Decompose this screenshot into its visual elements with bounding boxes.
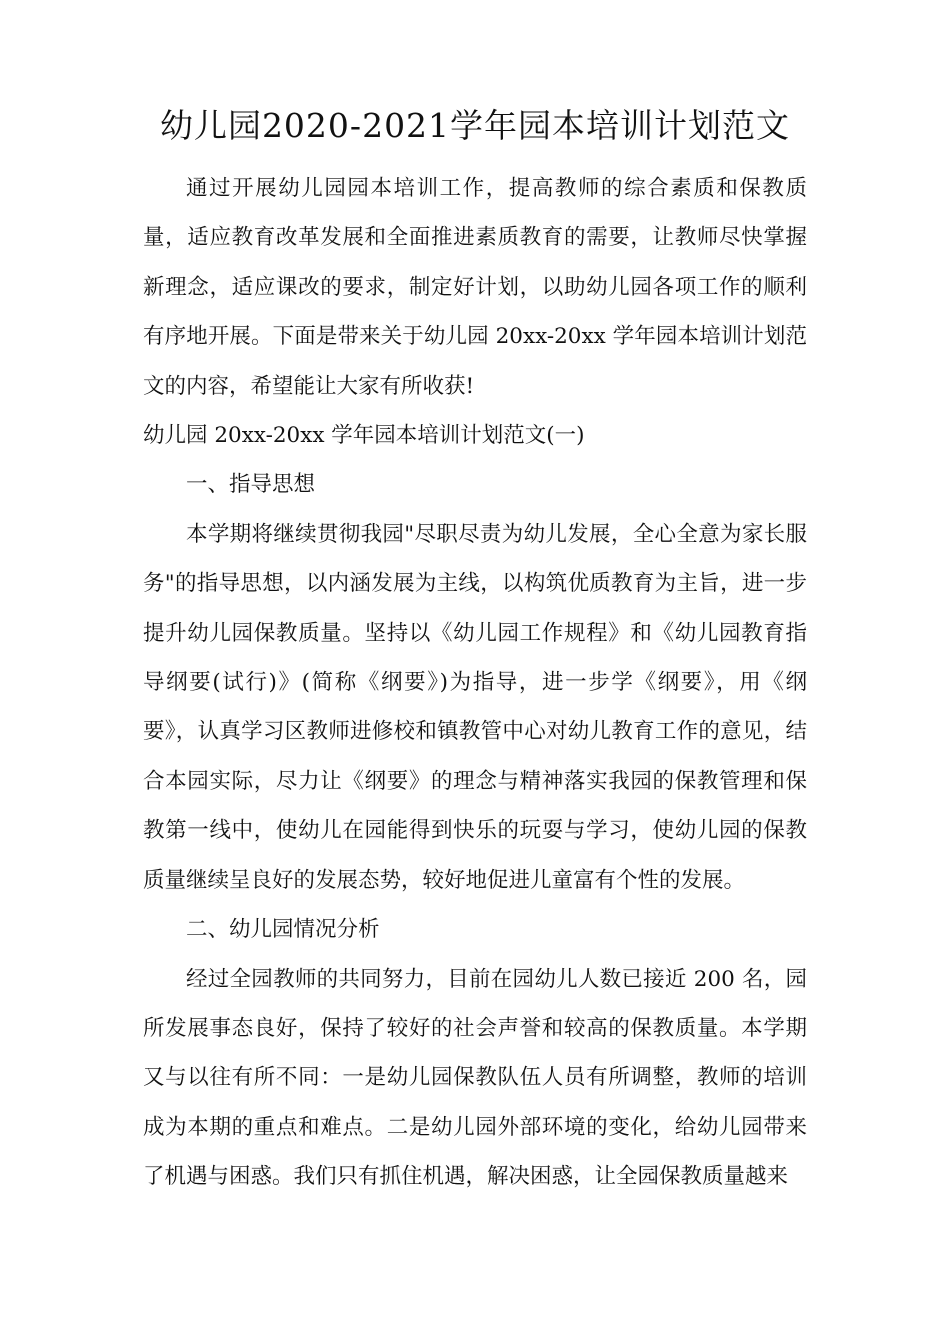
intro-paragraph: 通过开展幼儿园园本培训工作，提高教师的综合素质和保教质量，适应教育改革发展和全面推进素质教育的需要，让教师尽快掌握新理念，适应课改的要求，制定好计划，以助幼儿园各项工作的顺利有序地开展。下面是带来关于幼儿园 20xx-20xx 学年园本培训计划范文的内容，希望能让大家有所收获! xyxy=(143,176,807,399)
situation-analysis-paragraph: 经过全园教师的共同努力，目前在园幼儿人数已接近 200 名，园所发展事态良好，保持了较好的社会声誉和较高的保教质量。本学期又与以往有所不同：一是幼儿园保教队伍人员有所调整，教师的培训成为本期的重点和难点。二是幼儿园外部环境的变化，给幼儿园带来了机遇与困惑。我们只有抓住机遇，解决困惑，让全园保教质量越来 xyxy=(143,966,807,1190)
document-title: 幼儿园2020-2021学年园本培训计划范文 xyxy=(159,106,791,145)
section-heading-situation-analysis: 二、幼儿园情况分析 xyxy=(186,917,380,943)
guiding-ideology-paragraph: 本学期将继续贯彻我园"尽职尽责为幼儿发展，全心全意为家长服务"的指导思想，以内涵发展为主线，以构筑优质教育为主旨，进一步提升幼儿园保教质量。坚持以《幼儿园工作规程》和《幼儿园教育指导纲要(试行)》(简称《纲要》)为指导，进一步学《纲要》，用《纲要》，认真学习区教师进修校和镇教管中心对幼儿教育工作的意见，结合本园实际，尽力让《纲要》的理念与精神落实我园的保教管理和保教第一线中，使幼儿在园能得到快乐的玩耍与学习，使幼儿园的保教质量继续呈良好的发展态势，较好地促进儿童富有个性的发展。 xyxy=(143,521,807,893)
section-heading-guiding-ideology: 一、指导思想 xyxy=(186,472,316,498)
article-subtitle: 幼儿园 20xx-20xx 学年园本培训计划范文(一) xyxy=(143,423,585,449)
document-body xyxy=(143,164,807,1202)
